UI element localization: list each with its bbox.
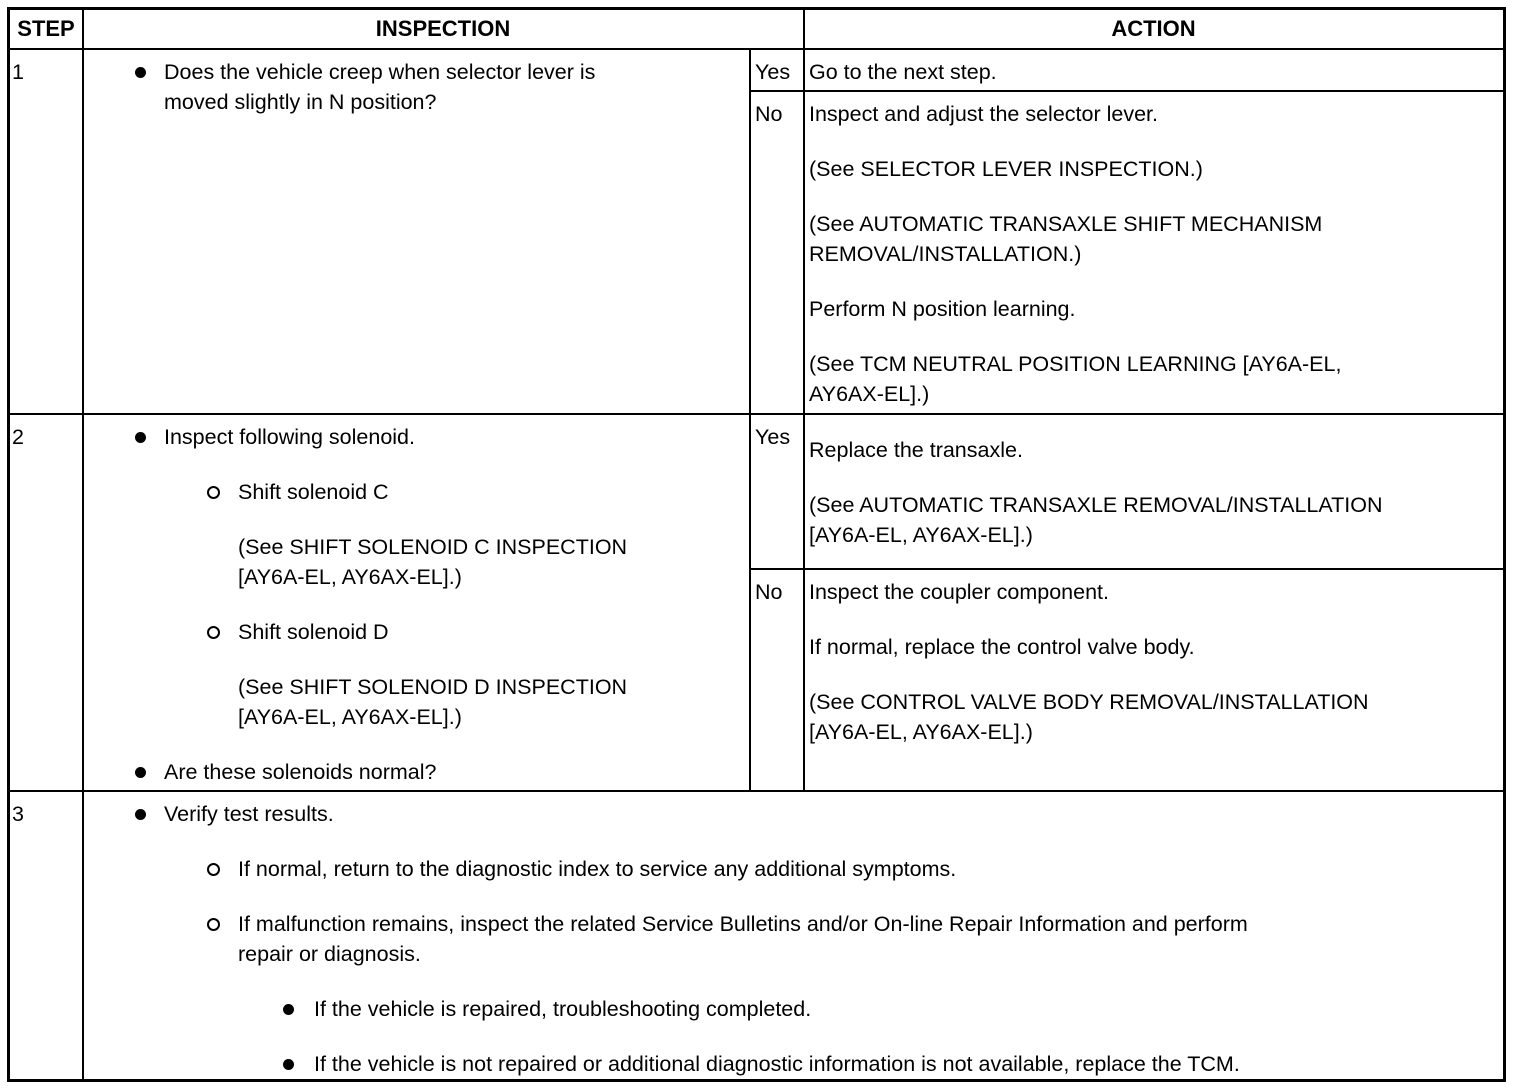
bullet-icon (135, 809, 146, 820)
action-reference: [AY6A-EL, AY6AX-EL].) (809, 720, 1033, 744)
header-action: ACTION (1111, 16, 1196, 41)
inspection-text: Shift solenoid D (238, 620, 389, 644)
action-reference: (See TCM NEUTRAL POSITION LEARNING [AY6A-EL, (809, 352, 1342, 376)
header-divider (10, 48, 1503, 50)
row1-divider (10, 413, 1503, 415)
action-reference: (See AUTOMATIC TRANSAXLE SHIFT MECHANISM (809, 212, 1323, 236)
inspection-text: Does the vehicle creep when selector lever is (164, 60, 596, 84)
inspection-text: If the vehicle is not repaired or additional diagnostic information is not available, replace the TCM. (314, 1052, 1240, 1076)
diagnostic-table (7, 7, 1506, 1082)
yes-label: Yes (755, 425, 791, 449)
action-text: Inspect and adjust the selector lever. (809, 102, 1158, 126)
inspection-text: If malfunction remains, inspect the related Service Bulletins and/or On-line Repair Information and perform (238, 912, 1248, 936)
bullet-icon (283, 1004, 294, 1015)
bullet-icon (135, 432, 146, 443)
inspection-text: Inspect following solenoid. (164, 425, 415, 449)
inspection-text: Verify test results. (164, 802, 334, 826)
row2-divider (10, 790, 1503, 792)
no-label: No (755, 580, 783, 604)
header-inspection: INSPECTION (375, 16, 511, 41)
action-reference: (See SELECTOR LEVER INSPECTION.) (809, 157, 1203, 181)
inspection-text: If normal, return to the diagnostic index to service any additional symptoms. (238, 857, 957, 881)
action-reference: (See CONTROL VALVE BODY REMOVAL/INSTALLATION (809, 690, 1369, 714)
inspection-reference: (See SHIFT SOLENOID C INSPECTION (238, 535, 628, 559)
action-text: Perform N position learning. (809, 297, 1076, 321)
step-number: 3 (12, 802, 24, 826)
circle-bullet-icon (207, 486, 220, 499)
step-column-divider (82, 10, 84, 1079)
inspection-reference: [AY6A-EL, AY6AX-EL].) (238, 565, 462, 589)
header-step: STEP (17, 16, 75, 41)
yes-no-column-divider (749, 48, 751, 791)
row2-yes-no-divider (750, 568, 1503, 570)
action-reference: [AY6A-EL, AY6AX-EL].) (809, 523, 1033, 547)
bullet-icon (135, 767, 146, 778)
action-text: If normal, replace the control valve body. (809, 635, 1195, 659)
action-text: Replace the transaxle. (809, 438, 1023, 462)
inspection-text: If the vehicle is repaired, troubleshooting completed. (314, 997, 812, 1021)
bullet-icon (135, 67, 146, 78)
inspection-action-divider (803, 10, 805, 791)
no-label: No (755, 102, 783, 126)
inspection-text: Shift solenoid C (238, 480, 389, 504)
circle-bullet-icon (207, 918, 220, 931)
action-text: Inspect the coupler component. (809, 580, 1109, 604)
action-reference: (See AUTOMATIC TRANSAXLE REMOVAL/INSTALLATION (809, 493, 1383, 517)
inspection-text: repair or diagnosis. (238, 942, 421, 966)
step-number: 2 (12, 425, 24, 449)
step-number: 1 (12, 60, 24, 84)
action-reference: REMOVAL/INSTALLATION.) (809, 242, 1082, 266)
bullet-icon (283, 1059, 294, 1070)
action-text: Go to the next step. (809, 60, 997, 84)
inspection-text: Are these solenoids normal? (164, 760, 437, 784)
yes-label: Yes (755, 60, 791, 84)
circle-bullet-icon (207, 863, 220, 876)
action-reference: AY6AX-EL].) (809, 382, 930, 406)
row1-yes-no-divider (750, 90, 1503, 92)
circle-bullet-icon (207, 626, 220, 639)
inspection-text: moved slightly in N position? (164, 90, 437, 114)
inspection-reference: (See SHIFT SOLENOID D INSPECTION (238, 675, 628, 699)
inspection-reference: [AY6A-EL, AY6AX-EL].) (238, 705, 462, 729)
